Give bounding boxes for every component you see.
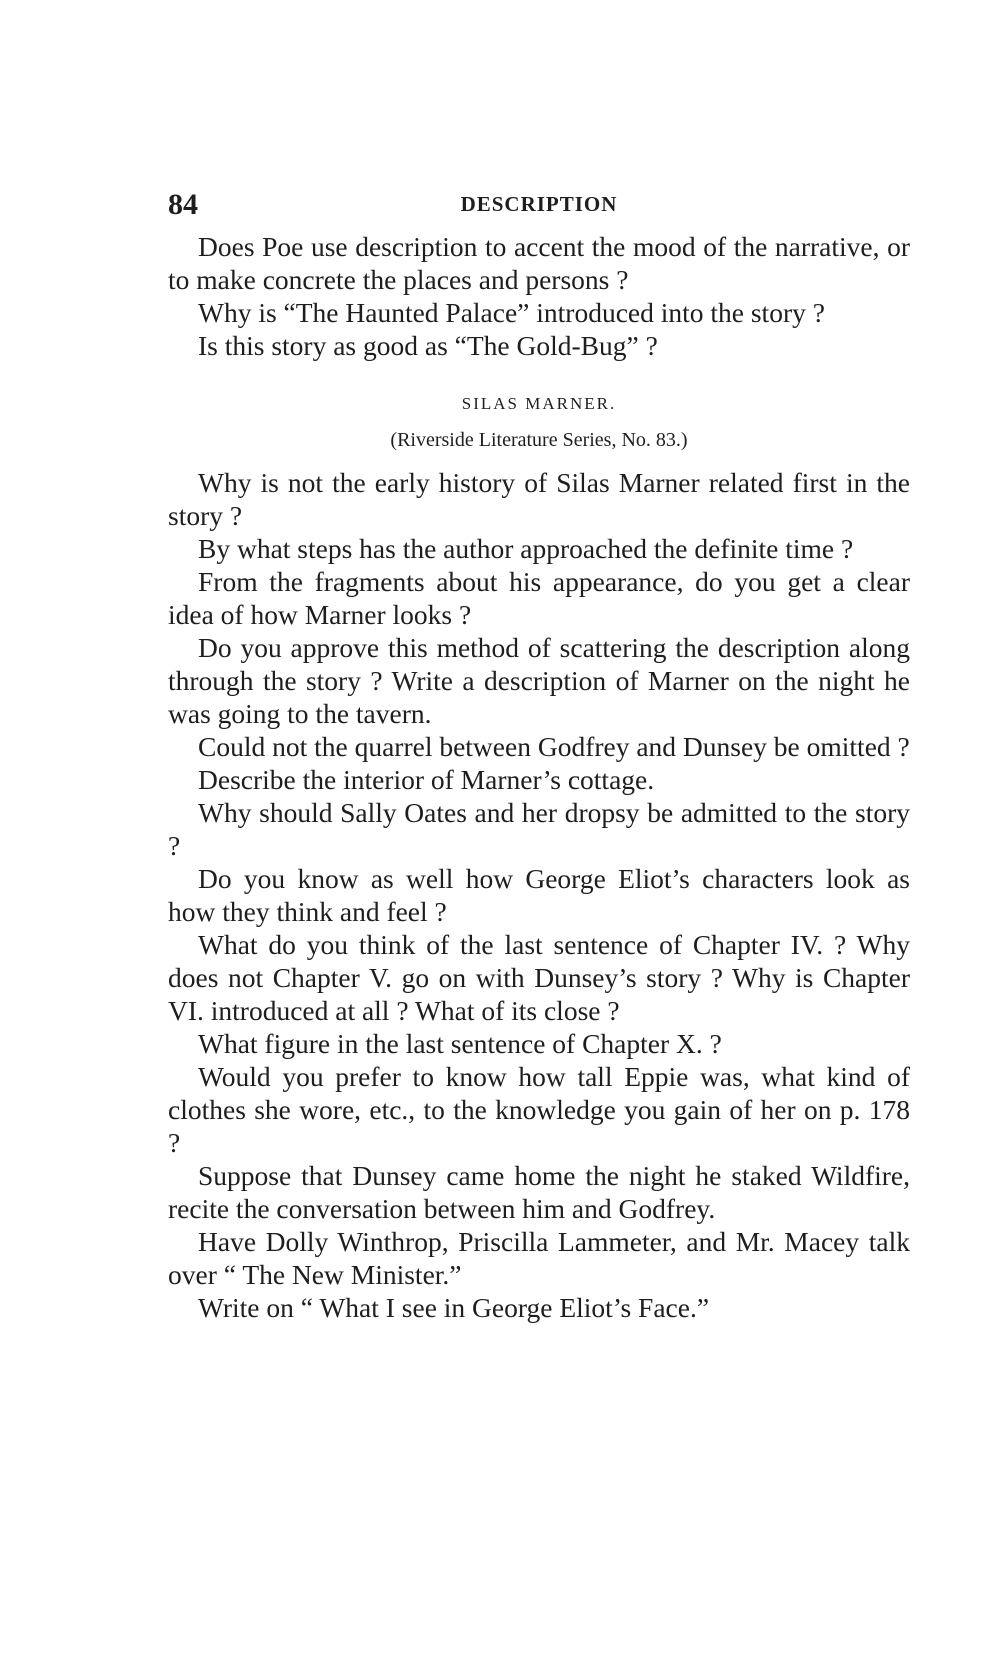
question-paragraph: Why is “The Haunted Palace” introduced into the story ? [198,297,825,328]
running-head-title: DESCRIPTION [460,192,618,216]
question-paragraph: Would you prefer to know how tall Eppie was, what kind of clothes she wore, etc., to the knowledge you gain of her on p. 178 ? [168,1061,910,1158]
question-paragraph: Write on “ What I see in George Eliot’s Face.” [198,1292,710,1323]
book-page [168,178,910,1324]
question-paragraph: Is this story as good as “The Gold-Bug” ? [198,330,658,361]
section-title: SILAS MARNER. [461,394,617,413]
question-paragraph: Describe the interior of Marner’s cottage. [198,764,655,795]
question-paragraph: Do you know as well how George Eliot’s characters look as how they think and feel ? [168,863,910,927]
page-number: 84 [168,188,198,221]
question-paragraph: What do you think of the last sentence of Chapter IV. ? Why does not Chapter V. go on with Dunsey’s story ? Why is Chapter VI. introduced at all ? What of its close ? [168,929,910,1026]
question-paragraph: Could not the quarrel between Godfrey and Dunsey be omitted ? [198,731,910,762]
running-head [168,178,910,226]
question-paragraph: Have Dolly Winthrop, Priscilla Lammeter, and Mr. Macey talk over “ The New Minister.” [168,1226,910,1290]
question-paragraph: By what steps has the author approached the definite time ? [198,533,854,564]
question-paragraph: Why should Sally Oates and her dropsy be admitted to the story ? [168,797,910,861]
question-paragraph: Does Poe use description to accent the mood of the narrative, or to make concrete the places and persons ? [168,231,910,295]
question-paragraph: From the fragments about his appearance, do you get a clear idea of how Marner looks ? [168,566,910,630]
question-paragraph: Do you approve this method of scattering the description along through the story ? Write a description of Marner on the night he was going to the tavern. [168,632,910,729]
question-paragraph: Why is not the early history of Silas Marner related first in the story ? [168,467,910,531]
section-subtitle: (Riverside Literature Series, No. 83.) [390,429,688,451]
silas-marner-questions [168,466,910,1324]
question-paragraph: What figure in the last sentence of Chapter X. ? [198,1028,722,1059]
poe-questions [168,230,910,362]
question-paragraph: Suppose that Dunsey came home the night he staked Wildfire, recite the conversation between him and Godfrey. [168,1160,910,1224]
